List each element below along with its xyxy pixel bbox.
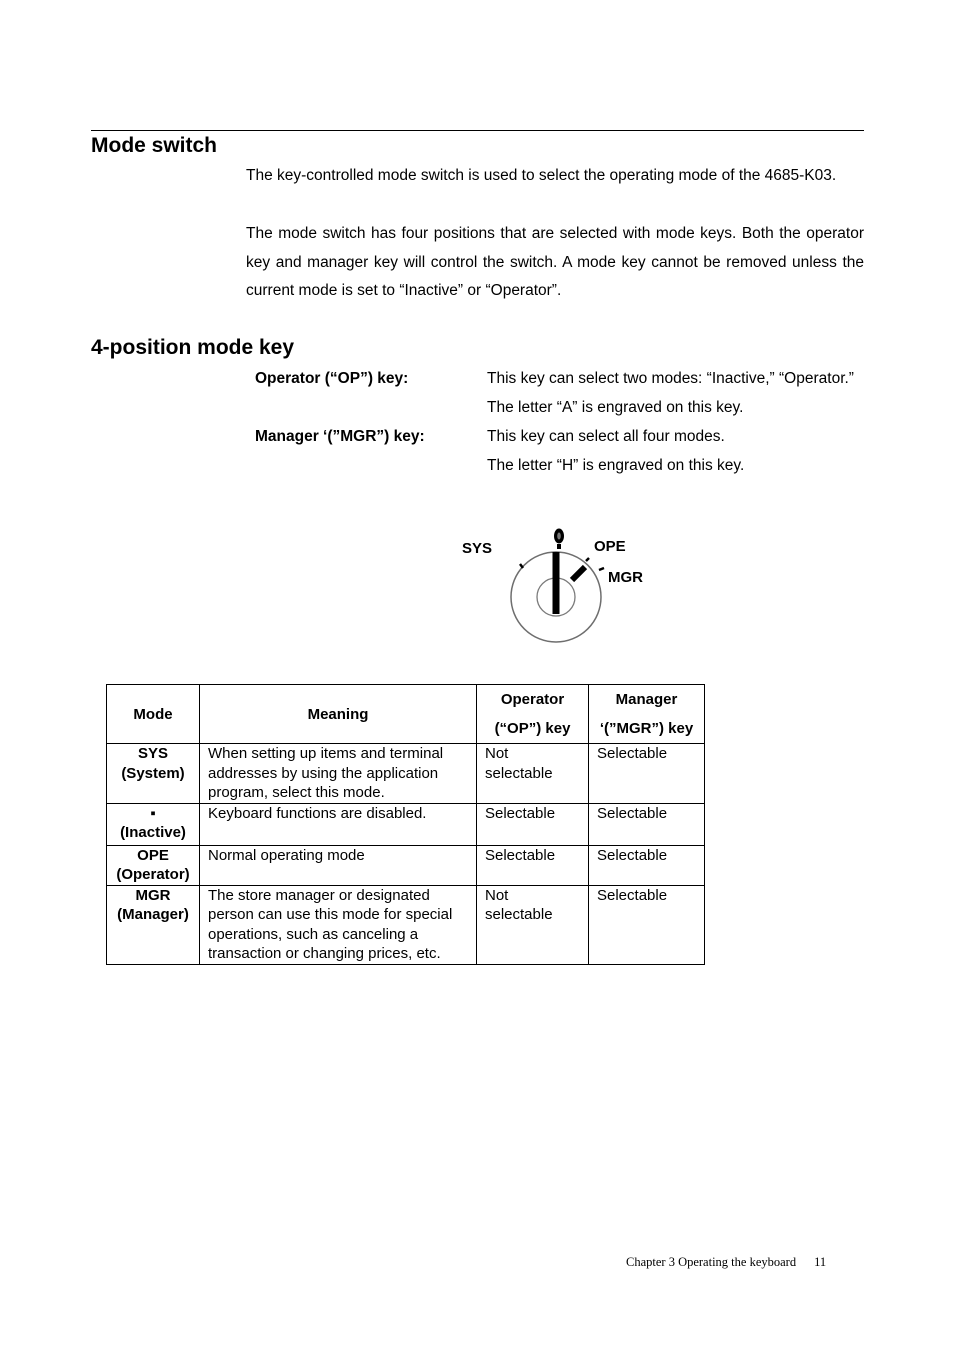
mode-cell: ▪ (Inactive) [107,803,200,845]
operator-cell: Not selectable [477,885,589,964]
intro-paragraph: The key-controlled mode switch is used to select the operating mode of the 4685-K03. [246,167,837,184]
operator-cell: Selectable [477,845,589,885]
meaning-cell: When setting up items and terminal addresses by using the application program, select this mode. [200,744,477,804]
manager-key-line1: This key can select all four modes. [487,428,725,445]
table-row [107,744,705,804]
header-rule [91,130,864,131]
page-footer [626,1255,826,1270]
header-mode: Mode [107,685,200,744]
meaning-cell: Keyboard functions are disabled. [200,803,477,845]
mode-cell: MGR (Manager) [107,885,200,964]
manager-key-line2: The letter “H” is engraved on this key. [487,457,745,474]
manager-cell: Selectable [589,845,705,885]
footer-chapter: Chapter 3 Operating the keyboard [626,1255,797,1269]
mgr-label: MGR [608,569,643,586]
meaning-cell: The store manager or designated person can use this mode for special operations, such as canceling a transaction or changing prices, etc. [200,885,477,964]
mode-cell: SYS (System) [107,744,200,804]
ope-label: OPE [594,538,626,555]
manager-cell: Selectable [589,744,705,804]
manager-cell: Selectable [589,885,705,964]
description-paragraph: The mode switch has four positions that are selected with mode keys. Both the operator key and manager key will control the switch. A mode key cannot be removed unless the current mode is set to “Inactive” or “Operator”. [246,225,864,299]
section-heading-mode-switch: Mode switch [91,134,218,157]
table-row [107,845,705,885]
mode-switch-diagram [458,522,668,650]
table-header-row [107,685,705,744]
page-number: 11 [814,1255,827,1269]
table-row [107,803,705,845]
meaning-cell: Normal operating mode [200,845,477,885]
manager-cell: Selectable [589,803,705,845]
header-meaning: Meaning [200,685,477,744]
header-operator: Operator (“OP”) key [477,685,589,744]
operator-cell: Selectable [477,803,589,845]
mode-table [106,684,705,965]
operator-key-line2: The letter “A” is engraved on this key. [487,399,744,416]
operator-key-line1: This key can select two modes: “Inactive,” “Operator.” [487,370,854,387]
section-heading-mode-key: 4-position mode key [91,336,295,359]
operator-key-label: Operator (“OP”) key: [255,370,409,387]
operator-cell: Not selectable [477,744,589,804]
manager-key-label: Manager ‘(”MGR”) key: [255,428,425,445]
sys-label: SYS [462,540,493,557]
mode-cell: OPE (Operator) [107,845,200,885]
header-manager: Manager ‘(”MGR”) key [589,685,705,744]
table-row [107,885,705,964]
